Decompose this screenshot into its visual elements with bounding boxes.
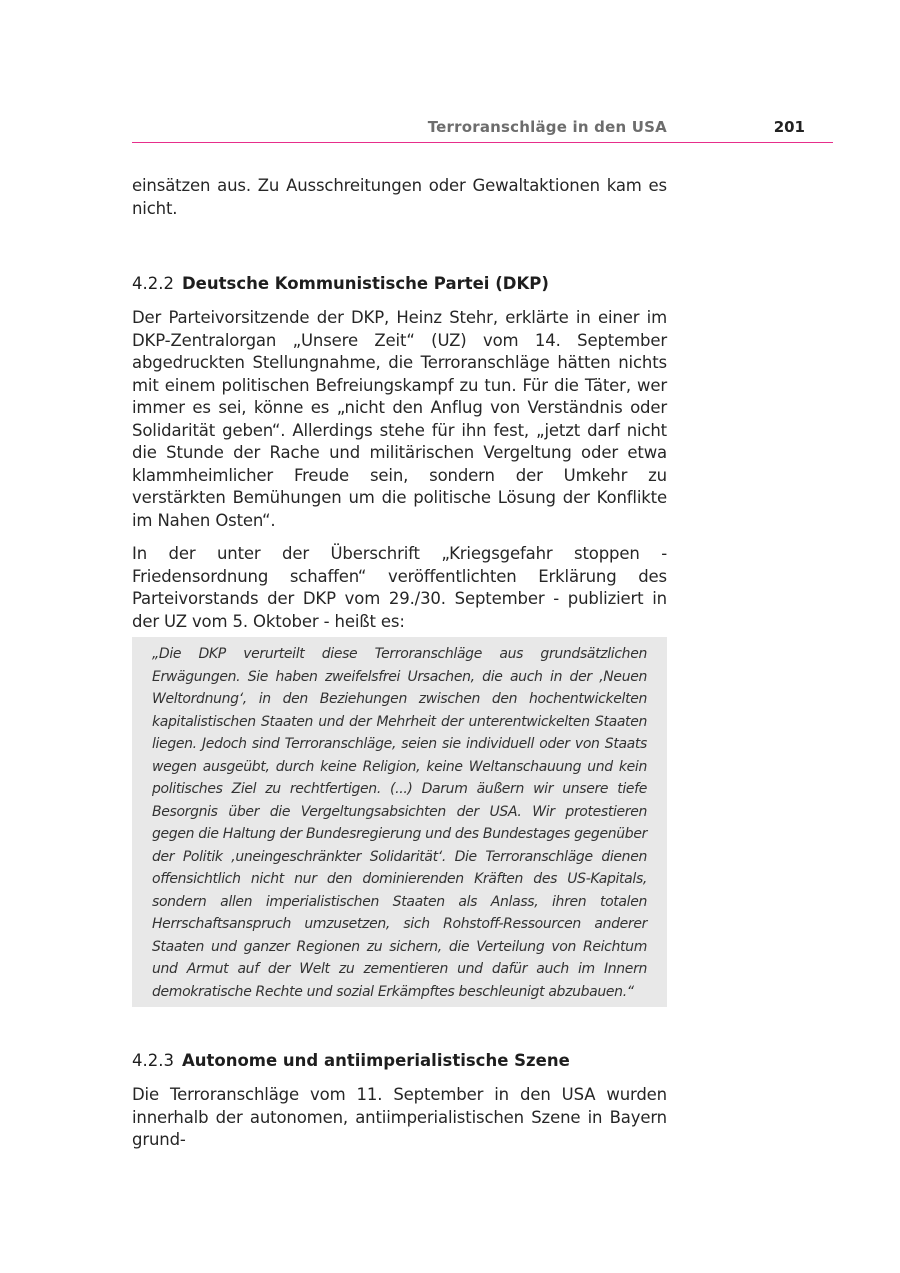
quote-block bbox=[132, 637, 667, 1007]
section-heading-dkp bbox=[132, 273, 667, 295]
running-title: Terroranschläge in den USA bbox=[427, 118, 667, 136]
page-body bbox=[132, 175, 667, 1152]
section-number: 4.2.3 bbox=[132, 1051, 174, 1070]
dkp-paragraph-2: In der unter der Überschrift „Kriegsgefahr stoppen - Friedensordnung schaffen“ veröffentlichten Erklärung des Parteivorstands der DKP vom 29./30. September - publiziert in der UZ vom 5. Oktober - heißt es: bbox=[132, 544, 667, 631]
quote-text: „Die DKP verurteilt diese Terroranschläge aus grundsätzlichen Erwägungen. Sie haben zweifelsfrei Ursachen, die auch in der ‚Neuen Weltordnung‘, in den Beziehungen zwischen den hochentwickelten kapitalistischen Staaten und der Mehrheit der unterentwickelten Staaten liegen. Jedoch sind Terroranschläge, seien sie individuell oder von Staats wegen ausgeübt, durch keine Religion, keine Weltanschauung und kein politisches Ziel zu rechtfertigen. (...) Darum äußern wir unsere tiefe Besorgnis über die Vergeltungsabsichten der USA. Wir protestieren gegen die Haltung der Bundesregierung und des Bundestages gegenüber der Politik ‚uneingeschränkter Solidarität‘. Die Terroranschläge dienen offensichtlich nicht nur den dominierenden Kräften des US-Kapitals, sondern allen imperialistischen Staaten als Anlass, ihren totalen Herrschaftsanspruch umzusetzen, sich Rohstoff-Ressourcen anderer Staaten und ganzer Regionen zu sichern, die Verteilung von Reichtum und Armut auf der Welt zu zementieren und dafür auch im Innern demokratische Rechte und sozial Erkämpftes beschleunigt abzubauen.“ bbox=[152, 646, 647, 1000]
section-title: Autonome und antiimperialistische Szene bbox=[181, 1051, 570, 1070]
page-number: 201 bbox=[773, 118, 805, 136]
section-number: 4.2.2 bbox=[132, 274, 174, 293]
dkp-paragraph-1: Der Parteivorsitzende der DKP, Heinz Stehr, erklärte in einer im DKP-Zentralorgan „Unsere Zeit“ (UZ) vom 14. September abgedruckten Stellungnahme, die Terroranschläge hätten nichts mit einem politischen Befreiungskampf zu tun. Für die Täter, wer immer es sei, könne es „nicht den Anflug von Verständnis oder Solidarität geben“. Allerdings stehe für ihn fest, „jetzt darf nicht die Stunde der Rache und militärischen Vergeltung oder etwa klammheimlicher Freude sein, sondern der Umkehr zu verstärkten Bemühungen um die politische Lösung der Konflikte im Nahen Osten“. bbox=[132, 308, 667, 530]
running-header bbox=[132, 118, 833, 143]
section-heading-autonome bbox=[132, 1050, 667, 1072]
intro-paragraph: einsätzen aus. Zu Ausschreitungen oder Gewaltaktionen kam es nicht. bbox=[132, 176, 667, 218]
section-title: Deutsche Kommunistische Partei (DKP) bbox=[181, 274, 549, 293]
autonome-paragraph-1: Die Terroranschläge vom 11. September in den USA wurden innerhalb der autonomen, antiimperialistischen Szene in Bayern grund- bbox=[132, 1085, 667, 1149]
